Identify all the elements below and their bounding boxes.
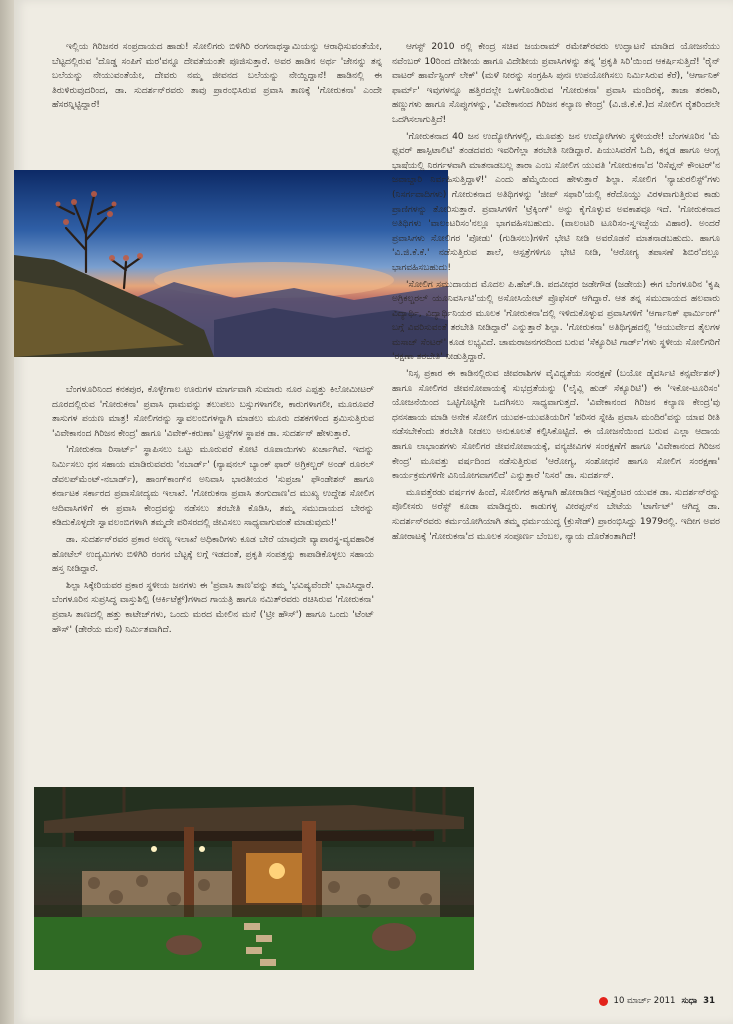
resort-illustration (34, 787, 474, 970)
page-binding-edge (0, 0, 14, 1024)
paragraph: 'ಗೋರುಕನಾದ 40 ಜನ ಉದ್ಯೋಗಿಗಳಲ್ಲಿ, ಮೂವತ್ತು ಜನ ಉದ್ಯೋಗಿಗಳು ಸ್ಥಳೀಯರೇ! ಬೆಂಗಳೂರಿನ 'ಮೆ ಫ್ಲವರ್ ಹಾಸ್ಪಿಟಾಲಿಟಿ' ತಂಡದವರು ಇವರಿಗೆಲ್ಲಾ ತರಬೇತಿ ನೀಡಿದ್ದಾರೆ. ಪಿಯುಸಿವರೆಗೆ ಓದಿ, ಕನ್ನಡ ಹಾಗೂ ಆಂಗ್ಲ ಭಾಷೆಯಲ್ಲಿ ನಿರರ್ಗಳವಾಗಿ ಮಾತನಾಡಬಲ್ಲ ತಾರಾ ಎಂಬ ಸೋಲಿಗ ಯುವತಿ 'ಗೋರುಕನಾ'ದ 'ರಿಸೆಪ್ಷನ್ ಕೌಂಟರ್'ನ ಜವಾಬ್ದಾರಿ ನಿರ್ವಹಿಸುತ್ತಿದ್ದಾಳೆ!' ಎಂದು ಹೆಮ್ಮೆಯಿಂದ ಹೇಳುತ್ತಾರೆ ಶಿಲ್ಪಾ. ಸೋಲಿಗ 'ನ್ಯಾಚುರಲಿಸ್ಟ್'ಗಳು (ನಿಸರ್ಗವಾದಿಗಳು) ಗೋರುಕನಾದ ಅತಿಥಿಗಳನ್ನು 'ಜೀಪ್ ಸಫಾರಿ'ಯಲ್ಲಿ ಕರೆದೊಯ್ದು ವಿರಳವಾಗುತ್ತಿರುವ ಕಾಡು ಪ್ರಾಣಿಗಳನ್ನು ತೋರಿಸುತ್ತಾರೆ. ಪ್ರವಾಸಿಗಳಿಗೆ 'ಟ್ರೆಕ್ಕಿಂಗ್' ಅನ್ನು ಕೈಗೊಳ್ಳುವ ಅವಕಾಶವೂ ಇದೆ. 'ಗೋರುಕನಾದ ಅತಿಥಿಗಳು 'ವಾಲಂಟರಿಸಂ'ನಲ್ಲೂ ಭಾಗವಹಿಸಬಹುದು. (ವಾಲಂಟರಿ ಟೂರಿಸಂ-ಸ್ವಇಚ್ಛೆಯ ವಿಹಾರ). ಅಂದರೆ ಪ್ರವಾಸಿಗಳು ಸೋಲಿಗರ 'ಪೋಡು' (ಗುಡಿಸಲು)ಗಳಿಗೆ ಭೇಟಿ ನೀಡಿ ಅವರೊಡನೆ ಮಾತನಾಡಬಹುದು. ಹಾಗೂ 'ವಿ.ಜಿ.ಕೆ.ಕೆ.' ನಡೆಸುತ್ತಿರುವ ಶಾಲೆ, ಆಸ್ಪತ್ರೆಗಳಿಗೂ ಭೇಟಿ ನೀಡಿ, 'ಆರೋಗ್ಯ ತಪಾಸಣೆ ಶಿಬಿರ'ದಲ್ಲೂ ಭಾಗವಹಿಸಬಹುದು! (392, 131, 720, 273)
magazine-page (14, 0, 733, 1024)
paragraph: ಆಗಸ್ಟ್ 2010 ರಲ್ಲಿ ಕೇಂದ್ರ ಸಚಿವ ಜಯರಾಮ್ ರಮೇಶ್‌ರವರು ಉದ್ಘಾಟನೆ ಮಾಡಿದ ಯೋಜನೆಯು ನವೆಂಬರ್ 10ರಿಂದ ದೇಶೀಯ ಹಾಗೂ ವಿದೇಶೀಯ ಪ್ರವಾಸಿಗಳನ್ನು ತನ್ನ 'ಪ್ರಕೃತಿ ಸಿರಿ'ಯಿಂದ ಆಕರ್ಷಿಸುತ್ತಿದೆ! 'ರೈನ್ ವಾಟರ್ ಹಾರ್ವೆಸ್ಟಿಂಗ್ ಲೇಕ್' (ಮಳೆ ನೀರನ್ನು ಸಂಗ್ರಹಿಸಿ ಪುನಃ ಉಪಯೋಗಿಸಲು ನಿರ್ಮಿಸಿರುವ ಕೆರೆ), 'ಆರ್ಗಾನಿಕ್ ಫಾರ್ಮ್' ಇವುಗಳನ್ನೂ ಹತ್ತಿರದಲ್ಲೇ ಒಳಗೊಂಡಿರುವ 'ಗೋರುಕನಾ' ಪ್ರವಾಸಿ ಮಂದಿರಕ್ಕೆ, ತಾಜಾ ತರಕಾರಿ, ಹಣ್ಣುಗಳು ಹಾಗೂ ಸೊಪ್ಪುಗಳನ್ನು, 'ವಿವೇಕಾನಂದ ಗಿರಿಜನ ಕಲ್ಯಾಣ ಕೇಂದ್ರ' (ವಿ.ಜಿ.ಕೆ.ಕೆ.)ದ ಸೋಲಿಗ ರೈತರಿಂದಲೇ ಒದಗಿಸಲಾಗುತ್ತಿದೆ! (392, 42, 720, 125)
page-footer (599, 996, 715, 1006)
landscape-illustration (14, 170, 448, 357)
paragraph: 'ಗೋರುಕನಾ ರಿಸಾರ್ಟ್' ಸ್ಥಾಪಿಸಲು ಒಟ್ಟು ಮೂರುವರೆ ಕೋಟಿ ರೂಪಾಯಿಗಳು ಖರ್ಚಾಗಿವೆ. ಇದನ್ನು ನಿರ್ಮಿಸಲು ಧನ ಸಹಾಯ ಮಾಡಿರುವವರು 'ನಬಾರ್ಡ್' (ನ್ಯಾಷನಲ್ ಬ್ಯಾಂಕ್ ಫಾರ್ ಅಗ್ರಿಕಲ್ಚರ್ ಅಂಡ್ ರೂರಲ್ ಡೆವಲಪ್‌ಮೆಂಟ್-ನಬಾರ್ಡ್), ಹಾಂಗ್‌ಕಾಂಗ್‌ನ ಅನಿವಾಸಿ ಭಾರತೀಯರ 'ಸುಪ್ರಜಾ' ಫೌಂಡೇಶನ್ ಹಾಗೂ ಕರ್ನಾಟಕ ಸರ್ಕಾರದ ಪ್ರವಾಸೋದ್ಯಮ ಇಲಾಖೆ. 'ಗೋರುಕನಾ ಪ್ರವಾಸಿ ತಂಗುದಾಣ'ದ ಮುಖ್ಯ ಉದ್ದೇಶ ಸೋಲಿಗ ಆದಿವಾಸಿಗಳಿಗೆ ಈ ಪ್ರವಾಸಿ ಕೇಂದ್ರವನ್ನು ನಡೆಸಲು ತರಬೇತಿ ಕೊಡಿಸಿ, ತಮ್ಮ ಸಮುದಾಯದ ಬೇರನ್ನು ಕಡಿದುಕೊಳ್ಳದೇ ಸ್ವಾವಲಂಬಿಗಳಾಗಿ ತಮ್ಮದೇ ಪರಿಸರದಲ್ಲಿ ಜೀವಿಸಲು ಸಾಧ್ಯವಾಗುವಂತೆ ಮಾಡುವುದು!' (52, 445, 374, 529)
paragraph: ಇಲ್ಲಿಯ ಗಿರಿಜನರ ಸಂಪ್ರದಾಯದ ಹಾಡು! ಸೋಲಿಗರು ಬಿಳಿಗಿರಿ ರಂಗನಾಥಸ್ವಾಮಿಯನ್ನು ಆರಾಧಿಸುವಂತೆಯೇ, ಬೆಟ್ಟದಲ್ಲಿರುವ 'ದೊಡ್ಡ ಸಂಪಿಗೆ ಮರ'ವನ್ನೂ ದೇವತೆಯಂತೇ ಪೂಜಿಸುತ್ತಾರೆ. ಅವರ ಹಾಡಿನ ಅರ್ಥ 'ಜೇನನ್ನು ತನ್ನ ಬಲೆಯನ್ನು ನೇಯುವಂತೆಯೇ, ದೇವರು ನಮ್ಮ ಜೀವನದ ಬಲೆಯನ್ನು ನೇಯ್ದಿದ್ದಾನೆ! ಹಾಡಿನಲ್ಲಿ ಈ ತಿರುಳಿರುವುದರಿಂದ, ಡಾ. ಸುದರ್ಶನ್‌ರವರು ತಾವು ಪ್ರಾರಂಭಿಸಿರುವ ಪ್ರವಾಸಿ ತಾಣಕ್ಕೆ 'ಗೋರುಕನಾ' ಎಂದೇ ಹೆಸರನ್ನಿಟ್ಟಿದ್ದಾರೆ! (52, 42, 382, 111)
footer-date: 10 ಮಾರ್ಚ್ 2011 (613, 996, 676, 1006)
paragraph: 'ಸೋಲಿಗ ಸಮುದಾಯದ ಮೊದಲ ಪಿ.ಹೆಚ್.ಡಿ. ಪದವೀಧರ ಜಡೇಗೌಡ (ಜಡೇಯ) ಈಗ ಬೆಂಗಳೂರಿನ 'ಕೃಷಿ ಅಗ್ರಿಕಲ್ಚರಲ್ ಯೂನಿವರ್ಸಿಟಿ'ಯಲ್ಲಿ ಅಸೋಸಿಯೇಟ್ ಪ್ರೊಫೆಸರ್ ಆಗಿದ್ದಾರೆ. ಆತ ತನ್ನ ಸಮುದಾಯದ ಹಲವಾರು ವಿದ್ಯಾರ್ಥಿ, ವಿದ್ಯಾರ್ಥಿನಿಯರ ಮೂಲಕ 'ಗೋರುಕನಾ'ದಲ್ಲಿ ಇಳಿದುಕೊಳ್ಳುವ ಪ್ರವಾಸಿಗಳಿಗೆ 'ಆರ್ಗಾನಿಕ್ ಫಾರ್ಮಿಂಗ್' ಬಗ್ಗೆ ವಿವರಿಸುವಂತೆ ತರಬೇತಿ ನೀಡಿದ್ದಾರೆ' ಎನ್ನುತ್ತಾರೆ ಶಿಲ್ಪಾ. 'ಗೋರುಕನಾ' ಅತಿಥಿಗೃಹದಲ್ಲಿ 'ಆಯುರ್ವೇದ ತೈಲಗಳ ಮಸಾಜ್ ಸೆಂಟರ್' ಕೂಡ ಲಭ್ಯವಿದೆ. ಚಾಮರಾಜನಗರದಿಂದ ಬರುವ 'ಸೆಕ್ಯೂರಿಟಿ ಗಾರ್ಡ್'ಗಳು ಸ್ಥಳೀಯ ಸೋಲಿಗರಿಗೆ 'ರಕ್ಷಣಾ ತರಬೇತಿ' ನೀಡುತ್ತಿದ್ದಾರೆ. (392, 279, 720, 363)
paragraph: 'ನಿಸ್ಸ ಪ್ರಕಾರ ಈ ಕಾಡಿನಲ್ಲಿರುವ ಜೀವರಾಶಿಗಳ ವೈವಿಧ್ಯತೆಯ ಸಂರಕ್ಷಣೆ (ಬಯೋ ಡೈವರ್ಸಿಟಿ ಕನ್ಸರ್ವೇಶನ್) ಹಾಗೂ ಸೋಲಿಗರ ಜೀವನೋಪಾಯಕ್ಕೆ ಸುಭದ್ರತೆಯನ್ನು ('ಲೈವ್ಲಿ ಹುಡ್ ಸೆಕ್ಯೂರಿಟಿ') ಈ 'ಇಕೋ-ಟೂರಿಸಂ' ಯೋಜನೆಯಿಂದ ಒಟ್ಟಿಗೊಟ್ಟಿಗೇ ಒದಗಿಸಲು ಸಾಧ್ಯವಾಗುತ್ತದೆ. 'ವಿವೇಕಾನಂದ ಗಿರಿಜನ ಕಲ್ಯಾಣ ಕೇಂದ್ರ'ವು ಧನಸಹಾಯ ಮಾಡಿ ಅನೇಕ ಸೋಲಿಗ ಯುವಕ-ಯುವತಿಯರಿಗೆ 'ಪರಿಸರ ಸ್ನೇಹಿ ಪ್ರವಾಸಿ ಮಂದಿರ'ವನ್ನು ಯಾವ ರೀತಿ ನಡೆಸಬೇಕೆಂದು ತರಬೇತಿ ನೀಡಲು ಅನುಕೂಲತೆ ಕಲ್ಪಿಸಿಕೊಟ್ಟಿದೆ. ಈ ಯೋಜನೆಯಿಂದ ಬರುವ ಎಲ್ಲಾ ಆದಾಯ ಹಾಗೂ ಲಾಭಾಂಶಗಳು ಸೋಲಿಗರ ಜೀವನೋಪಾಯಕ್ಕೆ, ವನ್ಯಜೀವಿಗಳ ಸಂರಕ್ಷಣೆಗೆ ಹಾಗೂ 'ವಿವೇಕಾನಂದ ಗಿರಿಜನ ಕೇಂದ್ರ' ಮೂವತ್ತು ವರ್ಷದಿಂದ ನಡೆಸುತ್ತಿರುವ 'ಆರೋಗ್ಯ, ಸಂಶೋಧನೆ ಹಾಗೂ ಸೋಲಿಗ ಸಂರಕ್ಷಣಾ' ಕಾರ್ಯಕ್ರಮಗಳಿಗೇ ವಿನಿಯೋಗವಾಗಲಿದೆ' ಎನ್ನುತ್ತಾರೆ 'ನಿಸರ' ಡಾ. ಸುದರ್ಶನ್. (392, 369, 720, 482)
text-block-bottom-left (52, 383, 374, 771)
resort-cottage-photo (34, 787, 474, 970)
footer-page-number: 31 (703, 996, 715, 1006)
footer-magazine: ಸುಧಾ (681, 996, 698, 1006)
landscape-photo (14, 170, 448, 357)
text-block-top-left (52, 40, 382, 168)
paragraph: ಬೆಂಗಳೂರಿನಿಂದ ಕನಕಪುರ, ಕೊಳ್ಳೇಗಾಲ ಊರುಗಳ ಮಾರ್ಗವಾಗಿ ಸುಮಾರು ನೂರ ಎಪ್ಪತ್ತು ಕಿಲೋಮೀಟರ್ ದೂರದಲ್ಲಿರುವ 'ಗೋರುಕನಾ' ಪ್ರವಾಸಿ ಧಾಮವನ್ನು ತಲುಪಲು ಬಸ್ಸುಗಳಾಗಲೀ, ಕಾರುಗಳಾಗಲೀ, ಮೂರೂವರೆ ತಾಸುಗಳ ಪಯಣ ಮಾತ್ರ! ಸೋಲಿಗರನ್ನು ಸ್ವಾವಲಂಬಿಗಳನ್ನಾಗಿ ಮಾಡಲು ಮೂರು ದಶಕಗಳಿಂದ ಶ್ರಮಿಸುತ್ತಿರುವ 'ವಿವೇಕಾನಂದ ಗಿರಿಜನ ಕೇಂದ್ರ' ಹಾಗೂ 'ವಿವೇಕ್-ಕರುಣಾ' ಟ್ರಸ್ಟ್‌ಗಳ ಸ್ಥಾಪಕ ಡಾ. ಸುದರ್ಶನ್ ಹೇಳುತ್ತಾರೆ. (52, 385, 374, 439)
paragraph: ಶಿಲ್ಪಾ ಸಿಕ್ಕೇರಿಯವರ ಪ್ರಕಾರ ಸ್ಥಳೀಯ ಜನಗಳು ಈ 'ಪ್ರವಾಸಿ ತಾಣ'ವನ್ನು ತಮ್ಮ 'ಭವಿಷ್ಯವೆಂದೇ' ಭಾವಿಸಿದ್ದಾರೆ. ಬೆಂಗಳೂರಿನ ಸುಪ್ರಸಿದ್ಧ ವಾಸ್ತುಶಿಲ್ಪಿ (ಆರ್ಕಿಟೆಕ್ಟ್)ಗಳಾದ ಗಾಯತ್ರಿ ಹಾಗೂ ನಮಿತ್‌ರವರು ರಚಿಸಿರುವ 'ಗೋರುಕನಾ' ಪ್ರವಾಸಿ ತಾಣದಲ್ಲಿ ಹತ್ತು ಕಾಟೇಜ್‌ಗಳು, ಒಂದು ಮರದ ಮೇಲಿನ ಮನೆ ('ಟ್ರೀ ಹೌಸ್') ಹಾಗೂ ಒಂದು 'ಟೆಂಟ್ ಹೌಸ್' (ಡೇರೆಯ ಮನೆ) ನಿರ್ಮಿತವಾಗಿದೆ. (52, 580, 374, 635)
red-dot-icon (599, 997, 608, 1006)
paragraph: ಮೂವತ್ತೆರಡು ವರ್ಷಗಳ ಹಿಂದೆ, ಸೋಲಿಗರ ಹಕ್ಕಿಗಾಗಿ ಹೋರಾಡಿದ ಇಪ್ಪತ್ತೆಂಟರ ಯುವಕ ಡಾ. ಸುದರ್ಶನ್‌ರನ್ನು ಪೊಲೀಸರು ಅರೆಸ್ಟ್ ಕೂಡಾ ಮಾಡಿದ್ದರು. ಕಾಡುಗಳ್ಳ ವೀರಪ್ಪನ್‌ನ ಬೇಟೆಯ 'ಟಾರ್ಗೆಟ್' ಆಗಿದ್ದ ಡಾ. ಸುದರ್ಶನ್‌ರವರು ಕರ್ಮಯೋಗಿಯಾಗಿ ತಮ್ಮ ಧರ್ಮಯುದ್ಧ (ಕ್ರುಸೇಡ್) ಪ್ರಾರಂಭಿಸಿದ್ದು 1979ರಲ್ಲಿ. ಇದೀಗ ಅವರ ಹೋರಾಟಕ್ಕೆ 'ಗೋರುಕನಾ'ದ ಮೂಲಕ ಸಂಪೂರ್ಣ ಬೆಂಬಲ, ನ್ಯಾಯ ದೊರೆತಂತಾಗಿದೆ! (392, 487, 720, 542)
paragraph: ಡಾ. ಸುದರ್ಶನ್‌ರವರ ಪ್ರಕಾರ ಅರಣ್ಯ ಇಲಾಖೆ ಅಧಿಕಾರಿಗಳು ಕೂಡ ಬೇರೆ ಯಾವುದೇ ವ್ಯಾಪಾರಸ್ಥ-ವ್ಯವಹಾರಿಕ ಹೋಟೆಲ್ ಉದ್ಯಮಿಗಳು ಬಿಳಿಗಿರಿ ರಂಗನ ಬೆಟ್ಟಕ್ಕೆ ಲಗ್ಗೆ ಇಡದಂತೆ, ಪ್ರಕೃತಿ ಸಂಪತ್ತನ್ನು ಕಾಪಾಡಿಕೊಳ್ಳಲು ಸಹಾಯ ಹಸ್ತ ನೀಡಿದ್ದಾರೆ. (52, 534, 374, 575)
